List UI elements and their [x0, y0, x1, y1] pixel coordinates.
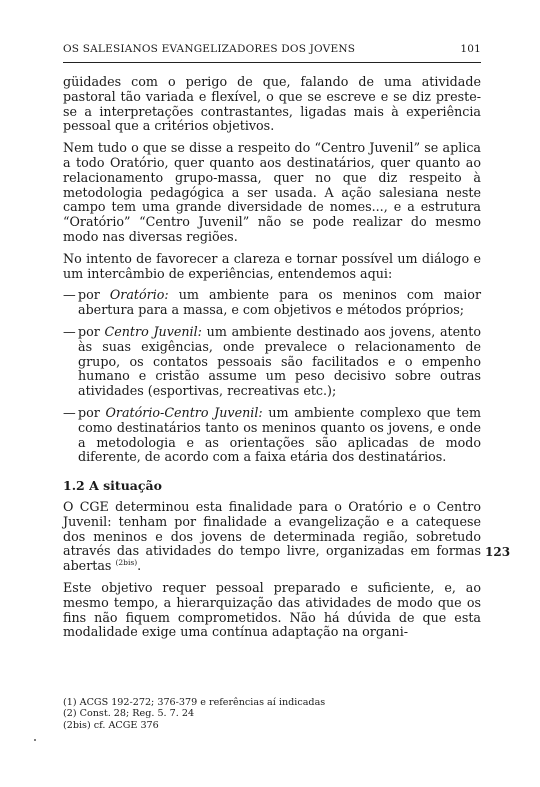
dash-mark: —: [63, 287, 76, 303]
footnote-ref-2bis: (2bis): [115, 557, 138, 567]
definition-term: Oratório-Centro Juvenil:: [105, 404, 263, 420]
definition-prefix: por: [78, 287, 110, 303]
definition-centro-juvenil: [63, 325, 481, 399]
paragraph-5: Este objetivo requer pessoal preparado e suficiente, e, ao mesmo tempo, a hierarquização das atividades de modo que os fins não fiquem comprometidos. Não há dúvida de que esta modalidade exige uma contínua adaptação na organi-: [63, 579, 481, 640]
definition-prefix: por: [78, 404, 106, 420]
footnotes: [63, 697, 481, 731]
page-body: [63, 75, 481, 647]
header-rule: [63, 62, 481, 63]
ink-speck: [34, 739, 36, 741]
definition-text: um ambiente complexo que tem como destinatários tanto os meninos quanto os jovens, e onde a metodologia e as orientações são aplicadas de modo diferente, de acordo com a faixa etária dos destinatários.: [78, 404, 481, 465]
paragraph-3: No intento de favorecer a clareza e tornar possível um diálogo e um intercâmbio de experiências, entendemos aqui:: [63, 250, 481, 281]
dash-mark: —: [63, 404, 76, 420]
paragraph-2: Nem tudo o que se disse a respeito do “Centro Juvenil” se aplica a todo Oratório, quer quanto aos destinatários, quer quanto ao relacionamento grupo-massa, quer no que diz respeito à metodologia pedagógica a ser usada. A ação salesiana neste campo tem uma grande diversidade de nomes..., e a estrutura “Oratório” “Centro Juvenil” não se pode realizar do mesmo modo nas diversas regiões.: [63, 140, 481, 244]
definition-text: um ambiente destinado aos jovens, atento às suas exigências, onde prevalece o relacionamento de grupo, os contatos pessoais são facilitados e o empenho humano e cristão assume um peso decisivo sobre outras atividades (esportivas, recreativas etc.);: [78, 323, 482, 399]
definition-term: Oratório:: [109, 287, 169, 303]
paragraph-4-end: .: [137, 558, 142, 574]
definition-prefix: por: [78, 323, 105, 339]
paragraph-4-text: O CGE determinou esta finalidade para o Oratório e o Centro Juvenil: tenham por finalidade a evangelização e a catequese dos meninos e dos jovens de determinada região, sobretudo através das atividades do tempo livre, organizadas em formas abertas: [63, 498, 481, 574]
definition-oratorio: [63, 288, 481, 318]
definition-text: um ambiente para os meninos com maior abertura para a massa, e com objetivos e métodos próprios;: [78, 287, 482, 318]
page-number: 101: [460, 43, 481, 55]
paragraph-4: [63, 500, 481, 574]
definition-term: Centro Juvenil:: [104, 323, 202, 339]
footnote-2bis: (2bis) cf. ACGE 376: [63, 719, 159, 731]
definition-oratorio-centro-juvenil: [63, 406, 481, 465]
running-title: OS SALESIANOS EVANGELIZADORES DOS JOVENS: [63, 43, 356, 55]
paragraph-1: güidades com o perigo de que, falando de uma atividade pastoral tão variada e flexível, o que se escreve e se diz preste-se a interpretações contrastantes, ligadas mais à experiência pessoal que a critérios objetivos.: [63, 74, 481, 134]
footnote-2: (2) Const. 28; Reg. 5. 7. 24: [63, 708, 195, 720]
section-heading: 1.2 A situação: [63, 478, 162, 494]
margin-number: 123: [485, 545, 511, 559]
footnote-1: (1) ACGS 192-272; 376-379 e referências aí indicadas: [63, 697, 326, 708]
dash-mark: —: [63, 323, 76, 339]
